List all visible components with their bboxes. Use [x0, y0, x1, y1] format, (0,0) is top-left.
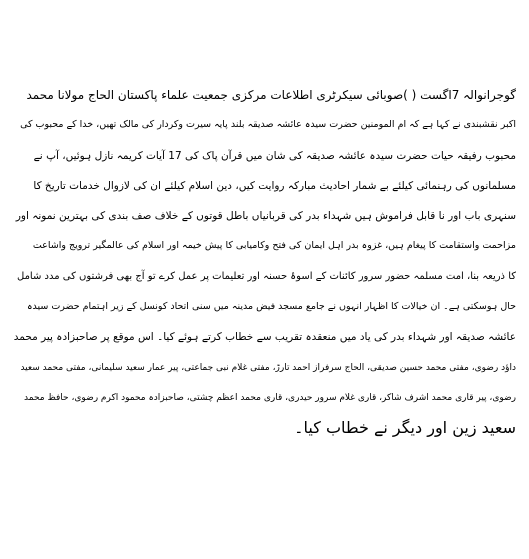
article-line: عائشہ صدیقہ اور شہداء بدر کی یاد میں منعقدہ تقریب سے خطاب کرتے ہوئے کیا۔ اس موقع پر صاحبزادہ پیر محمد	[14, 331, 516, 344]
article-line: گوجرانوالہ 7اگست ( )صوبائی سیکرٹری اطلاعات مرکزی جمعیت علماء پاکستان الحاج مولانا محمد	[26, 88, 516, 102]
article-line: کا ذریعہ بنا، امت مسلمہ حضور سرور کائنات کے اسوۂ حسنہ اور تعلیمات پر عمل کرے تو آج بھی فرشتوں کی مدد شامل	[17, 270, 516, 282]
article-line: سعید زین اور دیگر نے خطاب کیا۔	[294, 418, 516, 438]
article-line: محبوب رفیقہ حیات حضرت سیدہ عائشہ صدیقہ کی شان میں قرآن پاک کی 17 آیات کریمہ نازل ہوئیں، آپ نے	[33, 149, 516, 162]
article-line: مسلمانوں کی رہنمائی کیلئے بے شمار احادیث مبارکہ روایت کیں، دین اسلام کیلئے ان کی لازوال خدمات تاریخ کا	[33, 179, 516, 192]
article-line: حال ہوسکتی ہے۔ ان خیالات کا اظہار انہوں نے جامع مسجد فیض مدینہ میں سنی اتحاد کونسل کے زیر اہتمام حضرت سیدہ	[26, 301, 516, 313]
article-line: داؤد رضوی، مفتی محمد حسین صدیقی، الحاج سرفراز احمد تارڑ، مفتی غلام نبی جماعتی، پیر عمار سعید سلیمانی، مفتی محمد سعید	[20, 362, 516, 373]
article-line: سنہری باب اور نا قابل فراموش ہیں شہداء بدر کی قربانیاں باطل قوتوں کے خلاف صف بندی کی بہترین نمونہ اور	[15, 210, 516, 223]
article-line: رضوی، پیر قاری محمد اشرف شاکر، قاری غلام سرور حیدری، قاری محمد اعظم چشتی، صاحبزادہ محمود اکرم رضوی، حافظ محمد	[24, 392, 516, 403]
article-line: اکبر نقشبندی نے کہا ہے کہ ام المومنین حضرت سیدہ عائشہ صدیقہ بلند پایہ سیرت وکردار کی مالک تھیں، خدا کے محبوب کی	[20, 119, 516, 131]
article-line: مزاحمت واستقامت کا پیغام ہیں، غزوہ بدر اہل ایمان کی فتح وکامیابی کا پیش خیمہ اور اسلام کی عالمگیر ترویج واشاعت	[32, 240, 516, 252]
news-article	[14, 80, 516, 444]
